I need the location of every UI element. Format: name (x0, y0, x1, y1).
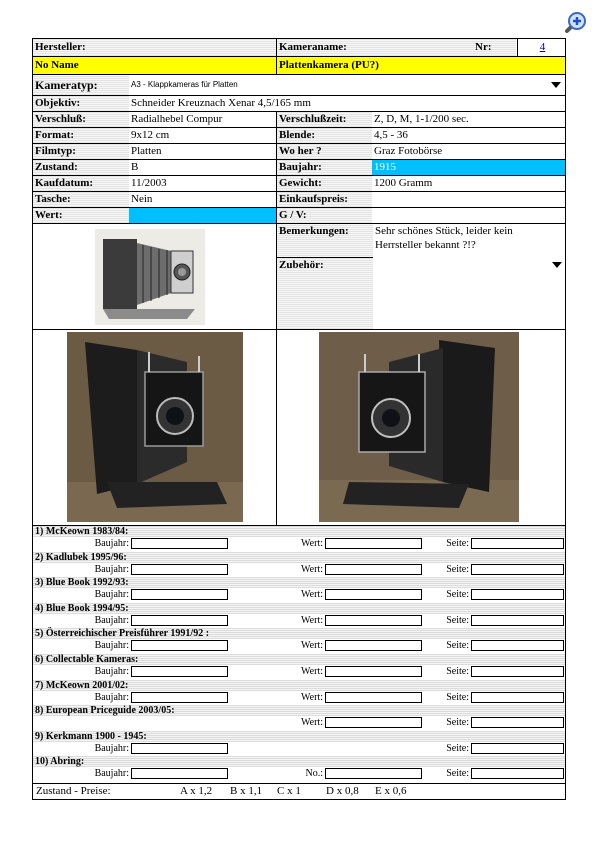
wert-input[interactable] (325, 666, 422, 677)
seite-input[interactable] (471, 589, 564, 600)
nr-value[interactable]: 4 (517, 39, 565, 56)
wert-input[interactable] (325, 538, 422, 549)
reference-title: 6) Collectable Kameras: (33, 654, 565, 665)
kameraname-value[interactable]: Plattenkamera (PU?) (276, 57, 565, 74)
wert-input[interactable] (325, 564, 422, 575)
reference-title: 7) McKeown 2001/02: (33, 680, 565, 691)
kameratyp-value: A3 - Klappkameras für Platten (131, 80, 238, 89)
seite-label: Seite: (446, 717, 469, 729)
wert-label: Wert: (301, 614, 323, 626)
baujahr-label: Baujahr: (94, 666, 129, 677)
seite-label: Seite: (446, 691, 469, 703)
verschlusszeit-label: Verschlußzeit: (276, 112, 372, 127)
baujahr-label: Baujahr: (94, 691, 129, 703)
camera-illustration (95, 229, 205, 325)
wert-input[interactable] (325, 589, 422, 600)
kaufdatum-label: Kaufdatum: (33, 176, 129, 191)
zustand-row (33, 160, 565, 176)
seite-label: Seite: (446, 538, 469, 549)
einkaufspreis-label: Einkaufspreis: (276, 192, 372, 207)
price-references (33, 526, 565, 782)
wert-label: Wert: (301, 589, 323, 601)
reference-title: 1) McKeown 1983/84: (33, 526, 565, 537)
wert-label: Wert: (301, 666, 323, 677)
filmtyp-label: Filmtyp: (33, 144, 129, 159)
kaufdatum-row (33, 176, 565, 192)
factor-e: E x 0,6 (375, 785, 407, 797)
format-label: Format: (33, 128, 129, 143)
woher-label: Wo her ? (276, 144, 372, 159)
wert-label: Wert: (301, 640, 323, 652)
seite-label: Seite: (446, 614, 469, 626)
seite-input[interactable] (471, 717, 564, 728)
objektiv-row (33, 96, 565, 112)
wert-value[interactable] (129, 208, 276, 223)
hersteller-label: Hersteller: (33, 39, 276, 56)
bemerkungen-line-1: Sehr schönes Stück, leider kein (375, 225, 513, 237)
reference-title: 9) Kerkmann 1900 - 1945: (33, 731, 565, 742)
verschlusszeit-value[interactable]: Z, D, M, 1-1/200 sec. (374, 113, 469, 125)
zubehoer-label: Zubehör: (277, 257, 373, 329)
baujahr-input[interactable] (131, 615, 228, 626)
factor-d: D x 0,8 (326, 785, 359, 797)
reference-title: 2) Kadlubek 1995/96: (33, 552, 565, 563)
illustration-cell (33, 224, 276, 329)
chevron-down-icon[interactable] (551, 82, 561, 88)
wert-label: Wert: (301, 563, 323, 575)
kameratyp-label: Kameratyp: (33, 75, 129, 95)
camera-photo-left (67, 332, 243, 522)
gv-value[interactable] (372, 208, 565, 223)
seite-input[interactable] (471, 538, 564, 549)
reference-title: 10) Abring: (33, 756, 565, 767)
baujahr-label: Baujahr: (94, 614, 129, 626)
verschluss-row (33, 112, 565, 128)
baujahr-label: Baujahr: (94, 768, 129, 780)
seite-input[interactable] (471, 564, 564, 575)
chevron-down-icon[interactable] (552, 262, 562, 268)
baujahr-value[interactable]: 1915 (372, 160, 565, 175)
objektiv-label: Objektiv: (33, 96, 129, 111)
tasche-value[interactable]: Nein (131, 193, 153, 205)
baujahr-label: Baujahr: (94, 538, 129, 549)
notes-cell (276, 224, 566, 329)
tasche-label: Tasche: (33, 192, 129, 207)
footer-label: Zustand - Preise: (36, 785, 111, 797)
baujahr-input[interactable] (131, 538, 228, 549)
filmtyp-row (33, 144, 565, 160)
reference-title: 4) Blue Book 1994/95: (33, 603, 565, 614)
blende-label: Blende: (276, 128, 372, 143)
wert-label: Wert: (301, 538, 323, 549)
photo-cell-left (33, 330, 276, 525)
reference-title: 5) Österreichischer Preisführer 1991/92 : (33, 628, 565, 639)
bemerkungen-line-2: Herrsteller bekannt ?!? (375, 239, 476, 251)
einkaufspreis-value[interactable] (372, 192, 565, 207)
kameratyp-select[interactable] (129, 75, 565, 95)
wert-input[interactable] (325, 615, 422, 626)
bemerkungen-label: Bemerkungen: (277, 224, 373, 288)
nr-label: Nr: (475, 41, 492, 53)
photo-cell-right (276, 330, 566, 525)
seite-label: Seite: (446, 666, 469, 677)
hersteller-value[interactable]: No Name (33, 57, 276, 74)
filmtyp-value[interactable]: Platten (131, 145, 162, 157)
wert-label: Wert: (301, 691, 323, 703)
blende-value[interactable]: 4,5 - 36 (374, 129, 408, 141)
wert-input[interactable] (325, 640, 422, 651)
wert-label: No.: (305, 768, 323, 780)
baujahr-label: Baujahr: (276, 160, 372, 175)
zustand-value[interactable]: B (131, 161, 139, 173)
seite-label: Seite: (446, 563, 469, 575)
factor-c: C x 1 (277, 785, 301, 797)
seite-label: Seite: (446, 589, 469, 601)
kameraname-label: Kameraname: (276, 39, 516, 56)
baujahr-label: Baujahr: (94, 589, 129, 601)
kameratyp-row (33, 75, 565, 96)
wert-row (33, 208, 565, 224)
remarks-block (33, 224, 565, 330)
camera-photo-right (319, 332, 519, 522)
baujahr-label: Baujahr: (94, 640, 129, 652)
baujahr-input[interactable] (131, 768, 228, 779)
zoom-in-icon[interactable] (562, 10, 588, 36)
price-factors-footer (33, 783, 565, 800)
factor-a: A x 1,2 (180, 785, 213, 797)
factor-b: B x 1,1 (230, 785, 263, 797)
baujahr-input[interactable] (131, 564, 228, 575)
verschluss-value[interactable]: Radialhebel Compur (131, 113, 223, 125)
kaufdatum-value[interactable]: 11/2003 (131, 177, 167, 189)
seite-input[interactable] (471, 640, 564, 651)
gv-label: G / V: (276, 208, 372, 223)
wert-label: Wert: (301, 717, 323, 729)
seite-input[interactable] (471, 743, 564, 754)
reference-title: 8) European Priceguide 2003/05: (33, 705, 565, 716)
woher-value[interactable]: Graz Fotobörse (374, 145, 443, 157)
format-value[interactable]: 9x12 cm (131, 129, 170, 141)
objektiv-value[interactable]: Schneider Kreuznach Xenar 4,5/165 mm (131, 97, 311, 109)
name-row (33, 57, 565, 75)
photos-block (33, 330, 565, 526)
wert-label: Wert: (33, 208, 129, 223)
reference-title: 3) Blue Book 1992/93: (33, 577, 565, 588)
seite-input[interactable] (471, 615, 564, 626)
seite-input[interactable] (471, 666, 564, 677)
bemerkungen-value[interactable] (375, 224, 565, 252)
seite-label: Seite: (446, 768, 469, 780)
seite-label: Seite: (446, 640, 469, 652)
seite-label: Seite: (446, 742, 469, 754)
header-row (33, 39, 565, 57)
baujahr-input[interactable] (131, 640, 228, 651)
gewicht-label: Gewicht: (276, 176, 372, 191)
seite-input[interactable] (471, 768, 564, 779)
wert-input[interactable] (325, 717, 422, 728)
format-row (33, 128, 565, 144)
tasche-row (33, 192, 565, 208)
verschluss-label: Verschluß: (33, 112, 129, 127)
baujahr-label: Baujahr: (94, 563, 129, 575)
baujahr-label: Baujahr: (94, 742, 129, 754)
gewicht-value[interactable]: 1200 Gramm (374, 177, 433, 189)
baujahr-input[interactable] (131, 589, 228, 600)
zustand-label: Zustand: (33, 160, 129, 175)
wert-input[interactable] (325, 768, 422, 779)
camera-record-sheet (32, 38, 566, 800)
baujahr-input[interactable] (131, 666, 228, 677)
baujahr-input[interactable] (131, 743, 228, 754)
seite-input[interactable] (471, 692, 564, 703)
wert-input[interactable] (325, 692, 422, 703)
baujahr-input[interactable] (131, 692, 228, 703)
